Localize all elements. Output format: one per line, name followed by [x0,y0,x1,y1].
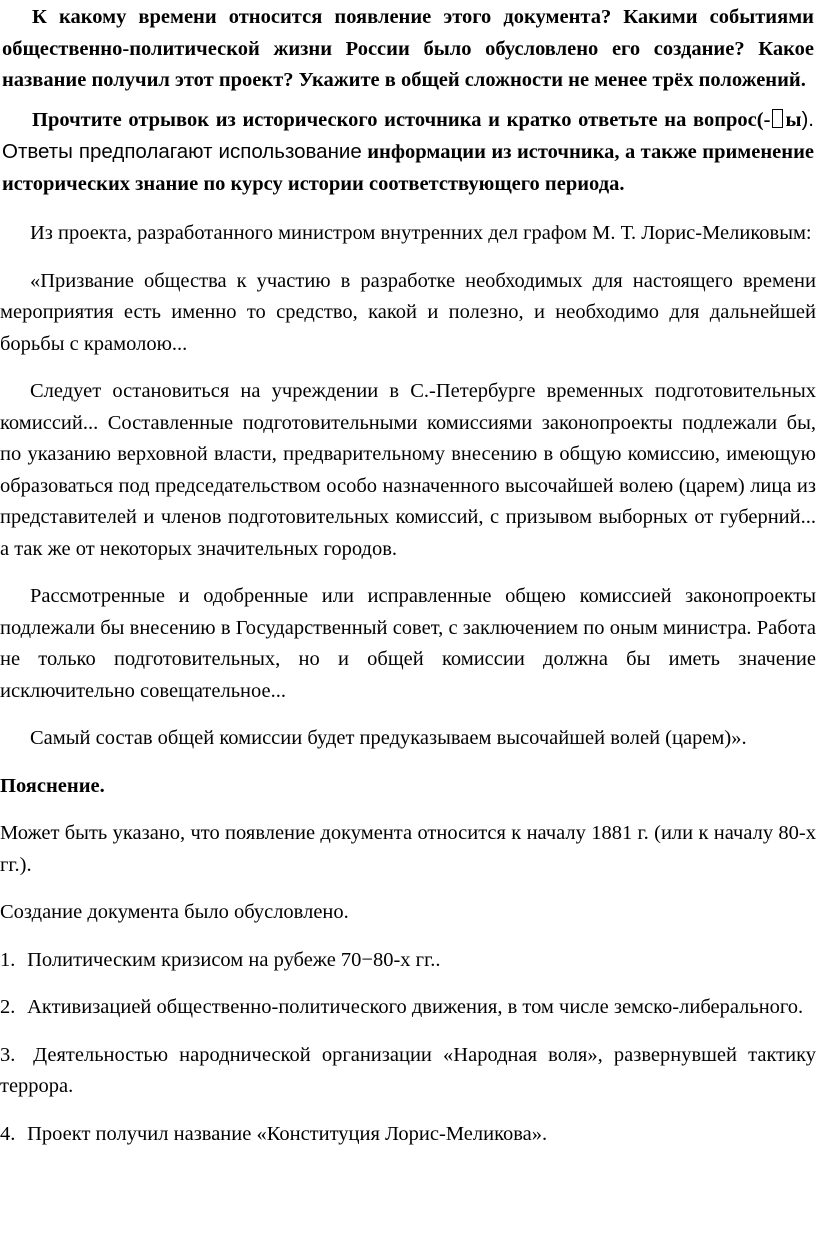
source-paragraph-1: «Призвание общества к участию в разработке необходимых для настоящего времени мероприятия есть именно то средство, какой и полезно, и необходимо для дальнейшей борьбы с крамолою... [0,269,816,355]
list-item-number: 2. [0,996,16,1018]
missing-glyph-icon [772,109,783,128]
explanation-paragraph-1: Может быть указано, что появление документа относится к началу 1881 г. (или к началу 80-х гг.). [0,822,816,876]
list-item-number: 1. [0,948,16,971]
list-item [0,945,816,977]
instruction-glyph: ы [785,108,802,131]
instruction-text-1: Прочтите отрывок из исторического источника и кратко ответьте на вопрос(- [32,108,771,131]
list-item [0,1119,816,1151]
source-intro: Из проекта, разработанного министром внутренних дел графом М. Т. Лорис-Меликовым: [30,222,812,244]
source-paragraph-2: Следует остановиться на учреждении в С.-Петербурге временных подготовительных комиссий... Составленные подготовительными комиссиями законопроекты подлежали бы, по указанию верховной власти, предварительному внесению в общую комиссию, имеющую образоваться под председательством особо назначенного высочайшей волею (царем) лица из представителей и членов подготовительных комиссий, с призывом выборных от губерний... а так же от некоторых значительных городов. [0,380,816,560]
list-item-text: Политическим кризисом на рубеже 70−80-х гг.. [27,948,441,971]
list-item-text: Активизацией общественно-политического движения, в том числе земско-либерального. [27,996,804,1018]
instruction-text-2: ). Ответы предполагают использование [2,107,814,163]
instruction-paragraph [0,104,816,201]
explanation-heading: Пояснение. [0,774,105,797]
source-paragraph-3: Рассмотренные и одобренные или исправленные общею комиссией законопроекты подлежали бы внесению в Государственный совет, с заключением по оным министра. Работа не только подготовительных, но и общей комиссии должна бы иметь значение исключительно совещательное... [0,585,816,702]
question-paragraph: К какому времени относится появление этого документа? Какими событиями общественно-политической жизни России было обусловлено его создание? Какое название получил этот проект? Укажите в общей сложности не менее трёх положений. [2,6,814,91]
list-item-text: Проект получил название «Конституция Лорис-Меликова». [27,1122,548,1145]
list-item-number: 3. [0,1043,16,1066]
list-item-text: Деятельностью народнической организации «Народная воля», развернувшей тактику террора. [0,1043,816,1097]
source-paragraph-4: Самый состав общей комиссии будет предуказываем высочайшей волей (царем)». [30,727,747,749]
instruction-text-3: информации из источника, а также применение исторических знание по курсу истории соответствующего периода. [2,141,814,195]
list-item-number: 4. [0,1122,16,1145]
list-item [0,1040,816,1103]
list-item [0,992,816,1024]
explanation-paragraph-2: Создание документа было обусловлено. [0,901,349,923]
